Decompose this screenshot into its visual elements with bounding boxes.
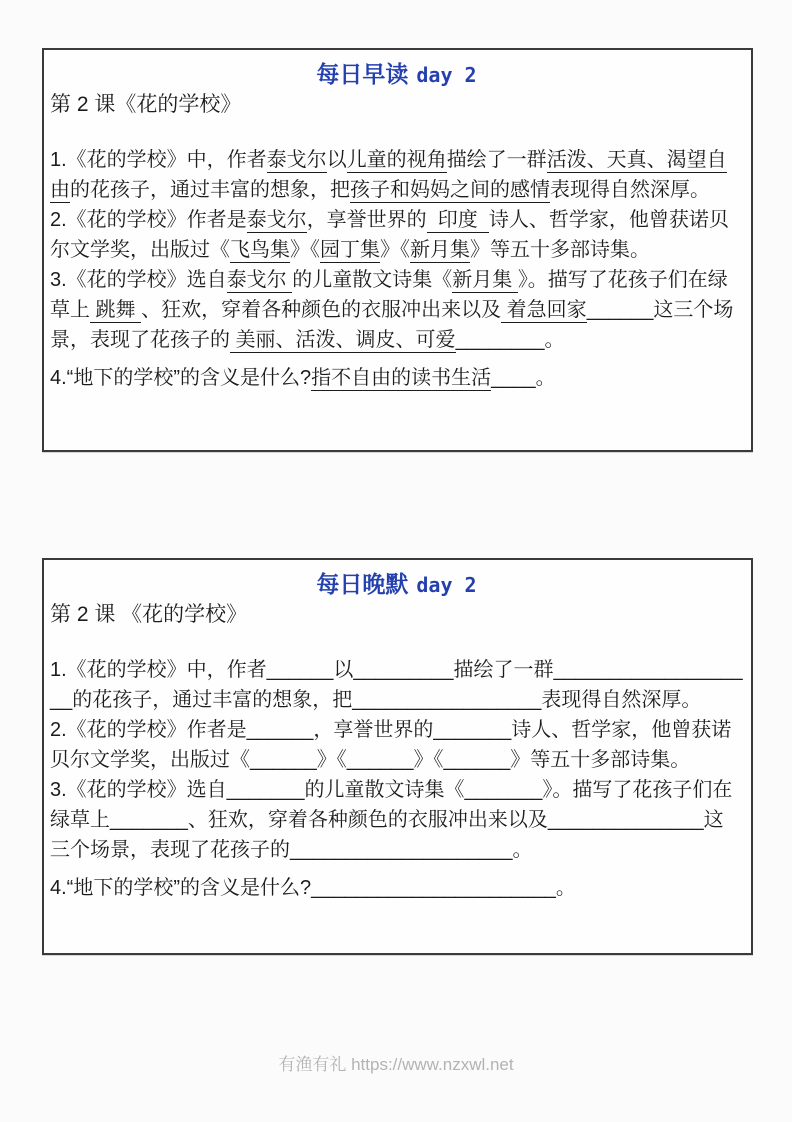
evening-title-text: 每日晚默 — [316, 571, 409, 597]
evening-question-2 — [50, 715, 743, 775]
morning-question-2 — [50, 205, 743, 265]
morning-question-4 — [50, 363, 743, 393]
answer-text: 指不自由的读书生活 — [311, 367, 492, 389]
question-text: 以 — [326, 149, 347, 171]
question-text: 》等五十多部诗集。 — [470, 239, 650, 261]
answer-text: 美丽、活泼、调皮、可爱 — [230, 329, 456, 351]
question-text: 4.“地下的学校”的含义是什么? — [50, 367, 312, 389]
morning-title-text: 每日早读 — [316, 61, 409, 87]
morning-question-1 — [50, 145, 743, 205]
evening-question-4 — [50, 873, 743, 903]
evening-question-1 — [50, 655, 743, 715]
evening-title-day-label: day 2 — [416, 573, 477, 597]
question-text: 2.《花的学校》作者是 — [50, 209, 247, 231]
answer-text: 儿童的视角 — [346, 149, 447, 171]
question-text: 1.《花的学校》中，作者______以_________描绘了一群___________________的花孩子，通过丰富的想象，把_________________表现得自然深厚。 — [50, 659, 743, 711]
question-text: 1.《花的学校》中，作者 — [50, 149, 267, 171]
footer-watermark: 有渔有礼 https://www.nzxwl.net — [278, 1055, 514, 1074]
answer-text: 印度 — [426, 209, 489, 231]
evening-lesson-heading: 第 2 课 《花的学校》 — [50, 603, 248, 626]
answer-text: 新月集 — [410, 239, 470, 261]
evening-dictation-card — [42, 558, 753, 955]
question-text: 4.“地下的学校”的含义是什么?______________________。 — [50, 877, 576, 899]
question-text: 》。描写了花孩子们在绿草上 — [50, 269, 728, 321]
question-text: ________。 — [455, 329, 565, 351]
answer-text: 新月集 — [452, 269, 518, 291]
answer-text: 活泼、天真、渴望自由 — [50, 149, 727, 201]
question-text: 诗人、哲学家，他曾获诺贝尔文学奖，出版过《 — [50, 209, 729, 261]
question-text: 》《 — [290, 239, 320, 261]
answer-text: 跳舞 — [90, 299, 142, 321]
morning-card-title — [50, 58, 743, 91]
answer-text: 园丁集 — [320, 239, 380, 261]
morning-lesson-heading: 第 2 课《花的学校》 — [50, 93, 242, 116]
question-text: 的儿童散文诗集《 — [292, 269, 453, 291]
answer-text: 着急回家 — [501, 299, 587, 321]
evening-question-3 — [50, 775, 743, 865]
morning-question-3 — [50, 265, 743, 355]
morning-title-day-label: day 2 — [416, 63, 477, 87]
question-text: 》《 — [380, 239, 410, 261]
answer-text: 泰戈尔 — [266, 149, 327, 171]
question-text: 表现得自然深厚。 — [550, 179, 710, 201]
question-text: 3.《花的学校》选自 — [50, 269, 227, 291]
answer-text: 泰戈尔 — [246, 209, 307, 231]
question-text: 描绘了一群 — [446, 149, 547, 171]
question-text: 3.《花的学校》选自_______的儿童散文诗集《_______》。描写了花孩子们在绿草上_______、狂欢，穿着各种颜色的衣服冲出来以及______________这三个场景，表现了花孩子的____________________。 — [50, 779, 733, 861]
evening-card-title — [50, 568, 743, 601]
question-text: ______这三个场景，表现了花孩子的 — [50, 299, 734, 351]
question-text: 、狂欢，穿着各种颜色的衣服冲出来以及 — [141, 299, 502, 321]
answer-text: 泰戈尔 — [226, 269, 293, 291]
answer-text: 飞鸟集 — [230, 239, 290, 261]
question-text: ____。 — [491, 367, 556, 389]
question-text: 2.《花的学校》作者是______，享誉世界的_______诗人、哲学家，他曾获诺贝尔文学奖，出版过《______》《______》《______》等五十多部诗集。 — [50, 719, 732, 771]
answer-text: 孩子和妈妈之间的感情 — [350, 179, 550, 201]
morning-reading-card — [42, 48, 753, 452]
question-text: 的花孩子，通过丰富的想象，把 — [70, 179, 350, 201]
question-text: ，享誉世界的 — [306, 209, 427, 231]
